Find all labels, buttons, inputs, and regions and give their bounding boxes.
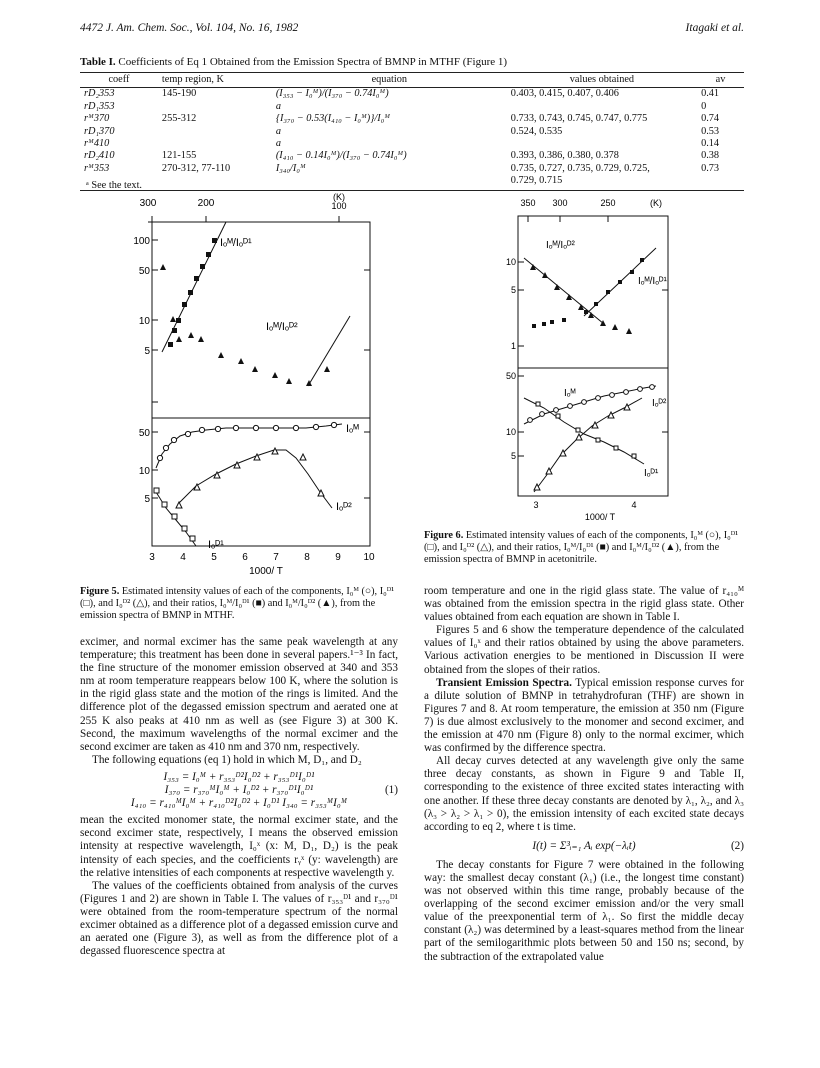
cell	[158, 175, 272, 190]
fig5-x-tick: 7	[273, 552, 279, 563]
figure-6-caption	[424, 530, 744, 565]
figure-5-caption	[80, 586, 398, 621]
col-header-av: av	[697, 73, 744, 88]
cell	[158, 101, 272, 113]
left-paragraph: The values of the coefficients obtained from analysis of the curves (Figures 1 and 2) are shown in Table I. The values of r₃₅₃ᴰ¹ and r₃₇₀ᴰ¹ were obtained from the room-temperature spectrum of the normal excimer obtained as a difference plot of a degassed emission curve and an aerated one (Figure 3), as well as from the difference plot of a degassed fluorescence spectra at	[80, 879, 398, 958]
figure-5-caption-label: Figure 5.	[80, 586, 120, 597]
fig5-top-label: 100	[331, 201, 347, 211]
fig6-label-id2: Iₒᴰ²	[652, 398, 667, 409]
left-column-text	[80, 636, 398, 958]
cell: 0.74	[701, 113, 720, 125]
right-paragraph: Figures 5 and 6 show the temperature dependence of the calculated values of I₀ˣ and their ratios obtained by using the above parameters. Various activation energies to be mentioned in Discussion II were obtained from the slopes of their ratios.	[424, 624, 744, 676]
cell: 0.73	[701, 162, 720, 174]
cell: 0.14	[701, 138, 720, 150]
cell: rᴹ410	[84, 138, 110, 150]
fig6-label-im: Iₒᴹ	[564, 388, 576, 399]
cell: 0.733, 0.743, 0.745, 0.747, 0.775	[510, 113, 648, 125]
col-header-values: values obtained	[507, 73, 697, 88]
table-footnote: ᵃ See the text.	[86, 180, 142, 191]
fig6-open-squares	[536, 402, 636, 458]
cell: (I₃₅₃ − I₀ᴹ)/(I₃₇₀ − 0.74I₀ᴹ)	[275, 88, 389, 100]
cell	[158, 138, 272, 150]
fig6-label-ratio-m-d2: Iₒᴹ/Iₒᴰ²	[546, 240, 575, 251]
fig5-y-tick: 5	[144, 346, 150, 357]
figure-5-caption-text: Estimated intensity values of each of the components, I₀ᴹ (○), I₀ᴰ¹ (□), and I₀ᴰ² (△), and their ratios, I₀ᴹ/I₀ᴰ¹ (■) and I₀ᴹ/I₀ᴰ² (▲), from the emission spectra of BMNP in MTHF.	[80, 586, 395, 621]
fig5-im-curve	[156, 424, 342, 468]
table-row	[80, 101, 744, 113]
fig5-label-ratio-m-d1: Iₒᴹ/Iₒᴰ¹	[220, 237, 252, 249]
table-row	[80, 163, 744, 175]
fig5-x-tick: 3	[149, 552, 155, 563]
fig5-y-tick: 100	[133, 236, 150, 247]
fig5-top-label: 200	[197, 198, 215, 209]
cell: a	[275, 100, 282, 112]
right-column-text	[424, 585, 744, 964]
cell: 0.41	[701, 88, 720, 100]
fig5-x-axis-title: 1000/ T	[249, 566, 283, 577]
fig5-x-tick: 4	[180, 552, 186, 563]
fig6-y-tick: 50	[505, 371, 516, 381]
cell: rD₂410	[84, 150, 115, 162]
equation-1a: I₃₅₃ = I₀ᴹ + r₃₅₃ᴰ²I₀ᴰ² + r₃₅₃ᴰ¹I₀ᴰ¹	[163, 770, 315, 783]
fig6-y-tick: 5	[510, 451, 516, 461]
fig5-y-tick: 50	[138, 266, 150, 277]
cell: I₃₄₀/I₀ᴹ	[275, 162, 306, 174]
fig6-x-axis-title: 1000/ T	[584, 512, 616, 522]
fig5-open-squares	[154, 488, 195, 541]
equation-2-row	[424, 840, 744, 853]
fig5-x-tick: 5	[211, 552, 217, 563]
fig6-ticks	[518, 216, 668, 456]
fig6-im-curve	[524, 386, 656, 424]
coefficients-table	[80, 72, 744, 191]
running-header-right: Itagaki et al.	[685, 22, 744, 34]
cell: rᴹ370	[84, 113, 110, 125]
section-heading: Transient Emission Spectra.	[436, 676, 572, 689]
fig5-ticks	[148, 216, 370, 498]
fig5-label-id1: Iₒᴰ¹	[208, 539, 224, 551]
table-caption-text: Coefficients of Eq 1 Obtained from the Emission Spectra of BMNP in MTHF (Figure 1)	[118, 56, 508, 68]
cell	[697, 175, 744, 190]
equation-1c: I₄₁₀ = r₄₁₀ᴹI₀ᴹ + r₄₁₀ᴰ²I₀ᴰ² + I₀ᴰ¹ I₃₄₀ = r₃₅₃ᴹI₀ᴹ	[130, 797, 348, 810]
table-row	[80, 126, 744, 138]
cell: 0.524, 0.535	[510, 125, 563, 137]
fig5-filled-squares	[168, 238, 217, 347]
table-row	[80, 138, 744, 150]
fig5-y-tick: 10	[138, 316, 150, 327]
equation-1-number: (1)	[384, 784, 398, 797]
cell: 0.38	[701, 150, 720, 162]
fig5-upper-frame	[152, 222, 370, 418]
equation-1b-row	[80, 784, 398, 797]
fig5-x-labels	[149, 552, 375, 577]
cell: 145-190	[161, 88, 197, 100]
right-paragraph: room temperature and one in the rigid glass state. The value of r₄₁₀ᴹ was obtained from the emission spectra in the rigid glass state. Other values obtained from each equation are shown in Table I.	[424, 585, 744, 624]
figure-5-plot	[96, 192, 396, 578]
fig5-label-ratio-m-d2: Iₒᴹ/Iₒᴰ²	[266, 321, 298, 333]
cell: rD₁370	[84, 125, 115, 137]
cell: 0	[701, 100, 707, 112]
cell: 121-155	[161, 150, 197, 162]
table-row	[80, 150, 744, 162]
table-row	[80, 88, 744, 101]
fig6-top-label: 250	[600, 198, 616, 208]
fig5-y-tick: 5	[144, 494, 150, 505]
fig6-open-circles	[528, 385, 655, 423]
cell	[507, 138, 697, 150]
cell: a	[275, 138, 282, 150]
equation-2-number: (2)	[730, 839, 744, 852]
cell: {I₃₇₀ − 0.53(I₄₁₀ − I₀ᴹ)}/I₀ᴹ	[275, 113, 391, 125]
cell	[158, 126, 272, 138]
table-row	[80, 175, 744, 190]
table-caption	[80, 56, 507, 68]
table-row	[80, 113, 744, 125]
right-paragraph: All decay curves detected at any wavelength give only the same three decay constants, as shown in Figure 9 and Table II, corresponding to the existence of three excited states interacting with one another. If these three decay constants are denoted by λ₁, λ₂, and λ₃ (λ₃ > λ₂ > λ₁ > 0), the emission intensity of each excited state decays according to eq 2, where t is time.	[424, 755, 744, 833]
left-paragraph: excimer, and normal excimer has the same peak wavelength at any temperature; this treatment has been done in several papers.¹⁻³ In fact, the fine structure of the monomer emission observed at 340 and 353 nm at room temperature reappears below 100 K, where the solution is in the rigid glass state and the motion of the rings is limited. And the difference plot of the degassed emission spectrum and aerated one at 255 K also peaks at 410 nm as well as (see Figure 3) at 300 K. Second, the maximum wavelengths of the normal excimer and the second excimer are taken as 410 nm and 370 nm, respectively.	[80, 636, 398, 753]
cell: 0.735, 0.727, 0.735, 0.729, 0.725,	[510, 162, 650, 174]
cell: rᴹ353	[84, 162, 110, 174]
table-header-row	[80, 73, 744, 88]
cell: 0.729, 0.715	[507, 175, 697, 190]
cell: 255-312	[161, 113, 197, 125]
cell: 0.403, 0.415, 0.407, 0.406	[510, 88, 619, 100]
right-paragraph	[424, 677, 744, 756]
fig6-y-tick: 10	[505, 427, 516, 437]
fig6-y-tick: 5	[510, 285, 516, 295]
fig5-top-label: 300	[139, 198, 157, 209]
cell	[272, 175, 507, 190]
fig5-x-tick: 10	[363, 552, 375, 563]
left-paragraph: mean the excited monomer state, the normal excimer state, and the second excimer state, respectively, I means the observed emission intensity at respective wavelength, I₀ˣ (x: M, D₁, D₂) is the peak intensity of each species, and the coefficients rᵧˣ (y: wavelength) are the relative intensities of each components at respective wavelength y.	[80, 814, 398, 879]
fig6-y-tick: 10	[505, 257, 516, 267]
cell	[507, 101, 697, 113]
fig5-fit-line	[308, 316, 350, 386]
figure-6-caption-text: Estimated intensity values of each of the components, I₀ᴹ (○), I₀ᴰ¹ (□), and I₀ᴰ² (△), and their ratios, I₀ᴹ/I₀ᴰ¹ (■) and I₀ᴹ/I₀ᴰ² (▲), from the emission spectra of BMNP in acetonitrile.	[424, 530, 739, 565]
fig6-y-tick: 1	[510, 341, 516, 351]
col-header-equation: equation	[272, 73, 507, 88]
cell: 0.53	[701, 125, 720, 137]
cell: (I₄₁₀ − 0.14I₀ᴹ)/(I₃₇₀ − 0.74I₀ᴹ)	[275, 150, 407, 162]
cell: rD₁353	[84, 100, 115, 112]
fig5-top-label: (K)	[333, 192, 345, 202]
fig5-filled-triangles	[160, 264, 330, 386]
fig6-y-labels	[506, 257, 516, 461]
fig6-top-label: 350	[520, 198, 536, 208]
fig5-label-id2: Iₒᴰ²	[336, 501, 352, 513]
fig5-label-im: Iₒᴹ	[346, 423, 359, 435]
col-header-coeff: coeff	[80, 73, 158, 88]
fig5-x-tick: 8	[304, 552, 310, 563]
equation-2: I(t) = Σ³ᵢ₌₁ Aᵢ exp(−λᵢt)	[532, 839, 636, 852]
col-header-temp: temp region, K	[158, 73, 272, 88]
fig6-top-label: 300	[552, 198, 568, 208]
cell: 270-312, 77-110	[161, 162, 231, 174]
left-paragraph: The following equations (eq 1) hold in which M, D₁, and D₂	[92, 753, 362, 766]
fig6-filled-squares	[532, 258, 644, 328]
right-paragraph-text: Typical emission response curves for a dilute solution of BMNP in tetrahydrofuran (THF) are shown in Figures 7 and 8. At room temperature, the emission at 350 nm (Figure 7) is due almost exclusively to the monomer and second excimer, and the emission at 470 nm (Figure 8) only to the normal excimer, which was confirmed by the difference spectra.	[424, 676, 744, 755]
fig6-x-tick: 3	[533, 500, 539, 510]
fig6-label-id1: Iₒᴰ¹	[644, 468, 659, 479]
fig5-y-labels	[133, 236, 150, 505]
figure-6-plot	[484, 192, 704, 528]
cell: rD₂353	[84, 88, 115, 100]
fig5-x-tick: 6	[242, 552, 248, 563]
cell: a	[275, 125, 282, 137]
fig6-x-labels	[533, 500, 636, 522]
fig5-y-tick: 10	[138, 466, 150, 477]
figure-6-caption-label: Figure 6.	[424, 530, 464, 541]
equation-1b: I₃₇₀ = r₃₇₀ᴹI₀ᴹ + I₀ᴰ² + r₃₇₀ᴰ¹I₀ᴰ¹	[164, 784, 314, 797]
fig6-x-tick: 4	[631, 500, 637, 510]
fig6-label-ratio-m-d1: Iₒᴹ/Iₒᴰ¹	[638, 276, 667, 287]
running-header-left: 4472 J. Am. Chem. Soc., Vol. 104, No. 16, 1982	[80, 22, 299, 34]
table-caption-label: Table I.	[80, 56, 116, 68]
fig5-x-tick: 9	[335, 552, 341, 563]
fig5-open-triangles	[176, 448, 324, 508]
fig6-upper-frame	[518, 216, 668, 368]
right-paragraph: The decay constants for Figure 7 were obtained in the following way: the smallest decay constant (λ₁) (i.e., the longest time constant) was not observed within this time range, probably because of the overlapping of the second excimer emission and/or the very small value of the preexponential term of λ₁. So first the middle decay constant (λ₂) was determined by a least-squares method from the linear part of the semilogarithmic plots between 50 and 150 ns; second, by the subtraction of the extrapolated value	[424, 858, 744, 963]
fig5-y-tick: 50	[138, 428, 150, 439]
fig6-top-label: (K)	[650, 198, 662, 208]
cell: 0.393, 0.386, 0.380, 0.378	[510, 150, 619, 162]
